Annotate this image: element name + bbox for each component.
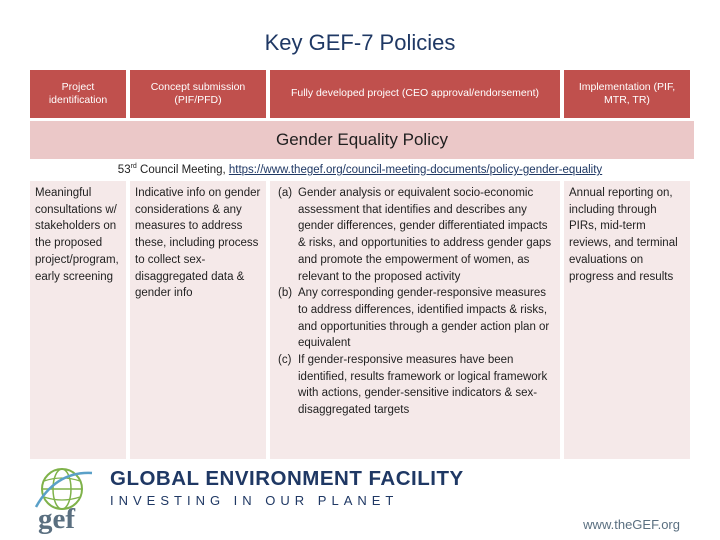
phase-identification: Project identification xyxy=(30,70,126,118)
meeting-text: Council Meeting, xyxy=(136,163,229,176)
requirement-text: If gender-responsive measures have been identified, results framework or logical framework with actions, gender-sensitive indicators & sex-disaggregated targets xyxy=(298,354,548,417)
council-meeting-line xyxy=(0,163,720,176)
policy-title: Gender Equality Policy xyxy=(30,121,694,159)
phase-full-project: Fully developed project (CEO approval/endorsement) xyxy=(270,70,560,118)
meeting-ordinal: rd xyxy=(130,163,137,170)
identification-cell: Meaningful consultations w/ stakeholders on the proposed project/program, early screening xyxy=(30,181,126,459)
requirement-item xyxy=(278,285,555,352)
phase-implementation: Implementation (PIF, MTR, TR) xyxy=(564,70,690,118)
requirement-marker: (b) xyxy=(278,287,293,300)
phase-concept: Concept submission (PIF/PFD) xyxy=(130,70,266,118)
gef-logo-text: gef xyxy=(38,503,76,535)
concept-cell: Indicative info on gender considerations & any measures to address these, including process to collect sex-disaggregated data & gender info xyxy=(130,181,266,459)
full-project-cell xyxy=(270,181,560,459)
requirement-marker: (c) xyxy=(278,354,292,367)
footer xyxy=(30,459,694,540)
website-link[interactable]: www.theGEF.org xyxy=(583,517,680,532)
phase-header-row xyxy=(30,70,694,118)
page-title: Key GEF-7 Policies xyxy=(264,30,456,55)
requirement-item xyxy=(278,352,555,419)
meeting-number: 53 xyxy=(117,163,131,176)
organization-tagline: INVESTING IN OUR PLANET xyxy=(110,493,399,508)
policy-requirements-row xyxy=(30,181,694,459)
requirement-text: Gender analysis or equivalent socio-economic assessment that identifies and describes any gender differences, gender differentiated impacts & risks, and opportunities to address gender gaps and promote the empowerment of women, as relevant to the proposed activity xyxy=(298,187,552,283)
requirement-text: Any corresponding gender-responsive measures to address differences, identified impacts & risks, and opportunities through a gender action plan or equivalent xyxy=(298,287,550,350)
implementation-cell: Annual reporting on, including through PIRs, mid-term reviews, and terminal evaluations on progress and results xyxy=(564,181,690,459)
organization-name: GLOBAL ENVIRONMENT FACILITY xyxy=(110,467,464,490)
policy-link[interactable]: https://www.thegef.org/council-meeting-documents/policy-gender-equality xyxy=(228,163,603,176)
requirement-marker: (a) xyxy=(278,187,293,199)
requirement-item xyxy=(278,185,555,285)
